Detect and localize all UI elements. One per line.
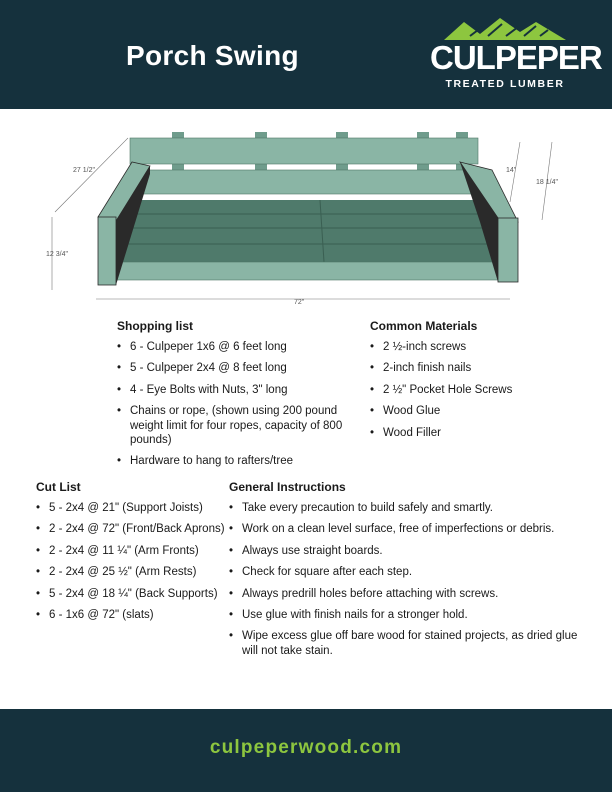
left-arm-front xyxy=(98,217,116,285)
dim-arm-height: 12 3/4" xyxy=(46,251,68,258)
brand-subtitle: TREATED LUMBER xyxy=(445,78,565,90)
header-banner xyxy=(0,0,612,109)
list-item: • 2 - 2x4 @ 25 ½" (Arm Rests) xyxy=(36,565,226,579)
page-title: Porch Swing xyxy=(126,40,299,71)
seat xyxy=(112,200,500,262)
dim-depth: 27 1/2" xyxy=(73,167,95,174)
list-item: • Take every precaution to build safely and smartly. xyxy=(229,501,579,515)
list-item: • Always use straight boards. xyxy=(229,544,579,558)
shopping-list-section xyxy=(117,319,357,476)
list-item: • 6 - 1x6 @ 72" (slats) xyxy=(36,608,226,622)
culpeper-logo[interactable] xyxy=(430,18,602,94)
dim-back-height: 14" xyxy=(506,167,517,174)
back-slat-bottom xyxy=(138,170,472,194)
dim-overall-height: 18 1/4" xyxy=(536,179,558,186)
mountains-icon xyxy=(444,18,566,40)
back-slat-top xyxy=(130,138,478,164)
list-item: • Wood Glue xyxy=(370,404,570,418)
common-materials-section xyxy=(370,319,570,447)
dim-length: 72" xyxy=(294,299,305,306)
list-item: • Wood Filler xyxy=(370,426,570,440)
brand-name: CULPEPER xyxy=(430,39,602,76)
list-item: • 2 ½" Pocket Hole Screws xyxy=(370,383,570,397)
list-item: • Always predrill holes before attaching with screws. xyxy=(229,587,579,601)
list-item: • 5 - Culpeper 2x4 @ 8 feet long xyxy=(117,361,357,375)
list-item: • Chains or rope, (shown using 200 pound weight limit for four ropes, capacity of 800 pounds) xyxy=(117,404,357,447)
list-item: • 2-inch finish nails xyxy=(370,361,570,375)
list-item: • Use glue with finish nails for a stronger hold. xyxy=(229,608,579,622)
porch-swing-diagram xyxy=(40,122,572,312)
cut-list-section xyxy=(36,480,226,629)
general-instructions-section xyxy=(229,480,579,665)
list-item: • Hardware to hang to rafters/tree xyxy=(117,454,357,468)
list-item: • Wipe excess glue off bare wood for stained projects, as dried glue will not take stain. xyxy=(229,629,579,658)
list-item: • Check for square after each step. xyxy=(229,565,579,579)
general-instructions-title: General Instructions xyxy=(229,480,346,494)
list-item: • 6 - Culpeper 1x6 @ 6 feet long xyxy=(117,340,357,354)
list-item: • 2 - 2x4 @ 72" (Front/Back Aprons) xyxy=(36,522,226,536)
shopping-list-title: Shopping list xyxy=(117,319,193,333)
list-item: • 4 - Eye Bolts with Nuts, 3" long xyxy=(117,383,357,397)
list-item: • 5 - 2x4 @ 18 ¼" (Back Supports) xyxy=(36,587,226,601)
right-arm-front xyxy=(498,218,518,282)
front-apron xyxy=(110,262,502,280)
list-item: • 2 ½-inch screws xyxy=(370,340,570,354)
list-item: • 5 - 2x4 @ 21" (Support Joists) xyxy=(36,501,226,515)
cut-list-title: Cut List xyxy=(36,480,81,494)
website-link[interactable]: culpeperwood.com xyxy=(209,737,403,758)
list-item: • 2 - 2x4 @ 11 ¼" (Arm Fronts) xyxy=(36,544,226,558)
common-materials-title: Common Materials xyxy=(370,319,478,333)
footer-banner xyxy=(0,709,612,792)
list-item: • Work on a clean level surface, free of imperfections or debris. xyxy=(229,522,579,536)
